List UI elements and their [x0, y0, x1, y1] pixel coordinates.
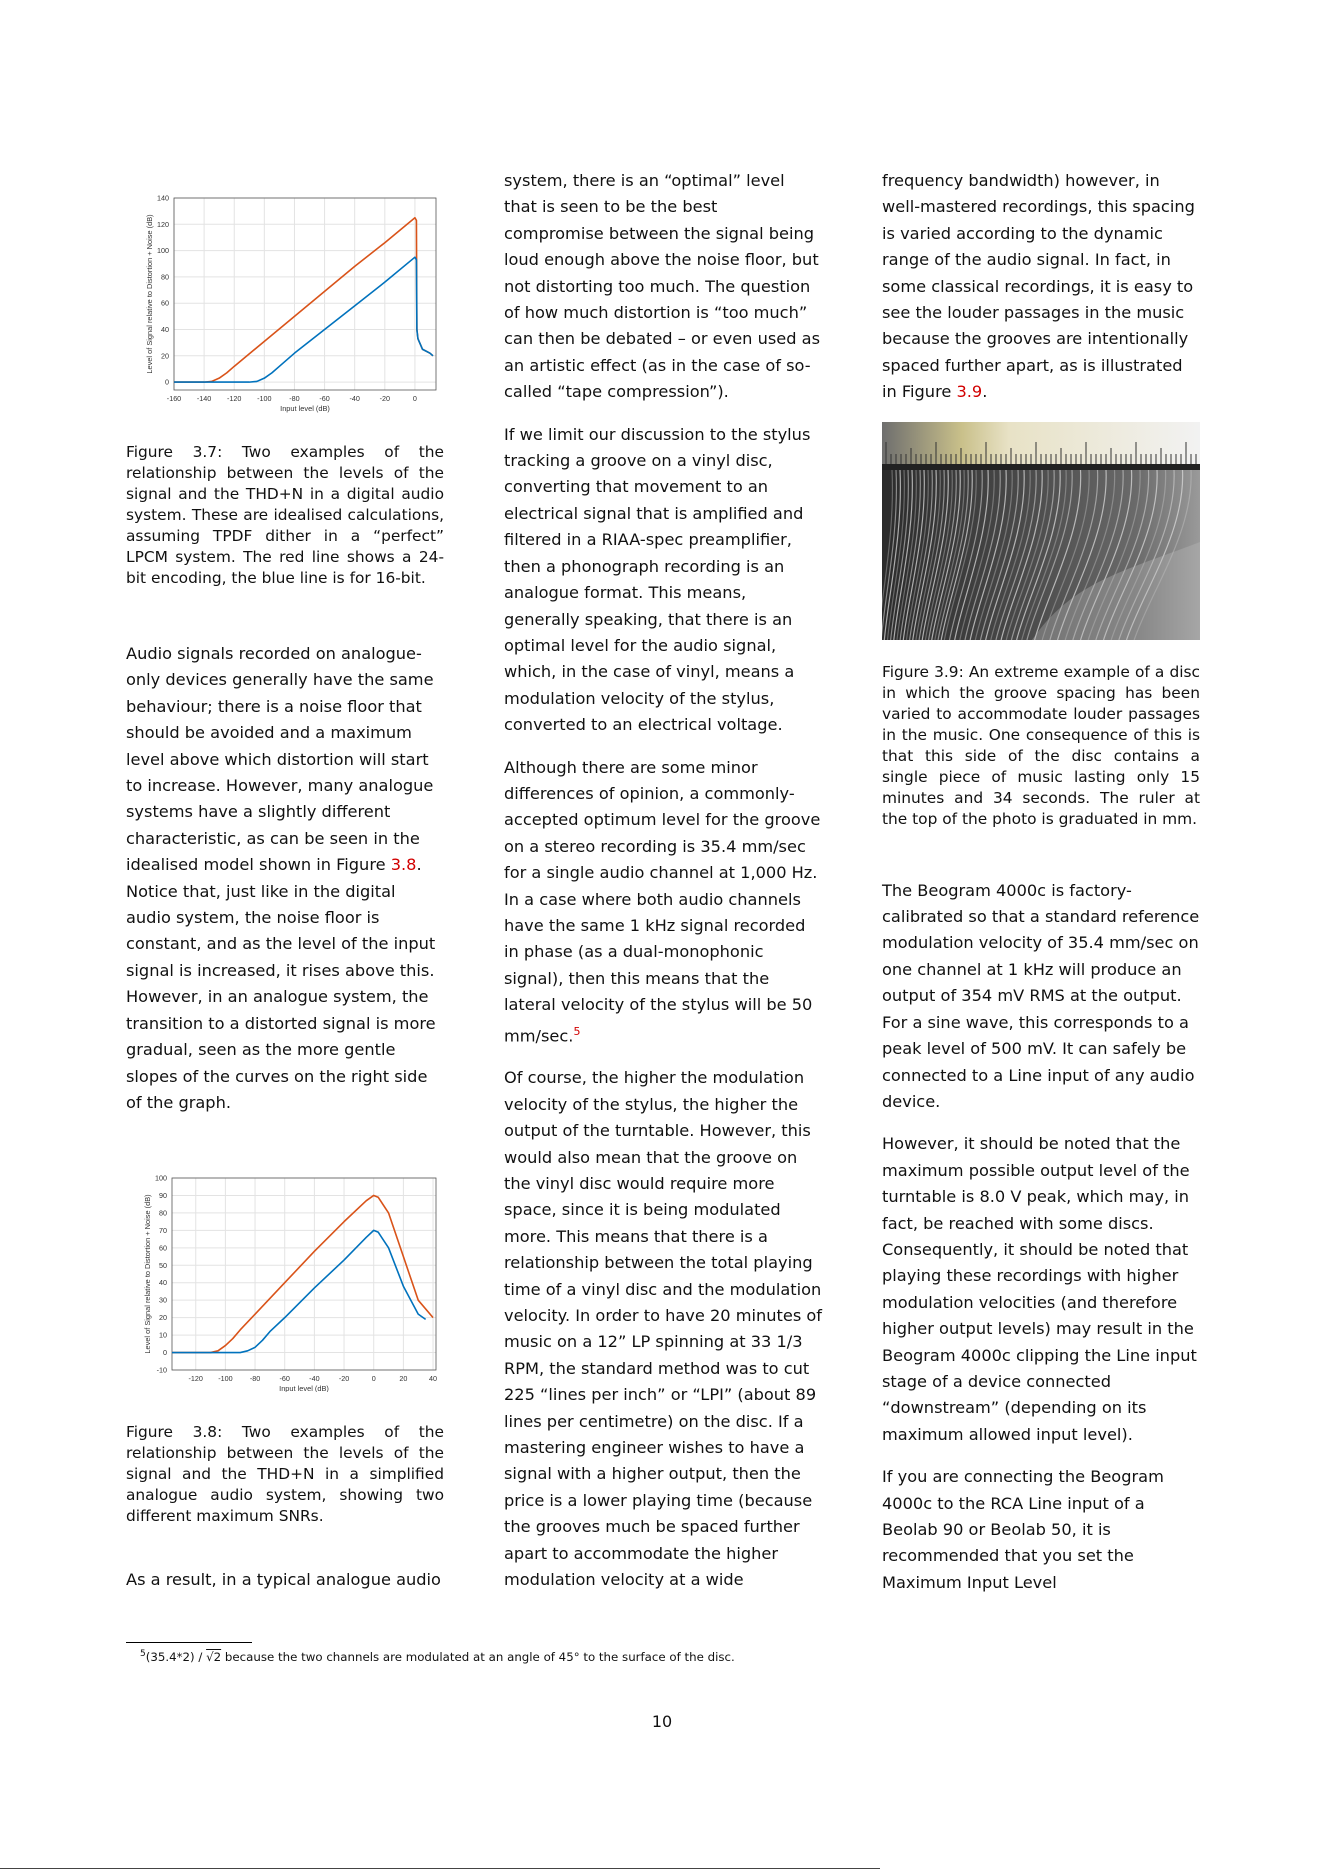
figure-3-8-link[interactable]: 3.8 — [390, 855, 417, 875]
y-tick-label: 140 — [157, 193, 169, 203]
column-2 — [504, 168, 822, 1610]
col1-paragraph-2: As a result, in a typical analogue audio — [126, 1570, 441, 1590]
x-axis-label: Input level (dB) — [279, 1384, 329, 1393]
figure-3-8-chart — [126, 1170, 444, 1392]
footnote-rule — [126, 1642, 252, 1643]
y-tick-label: 80 — [161, 272, 169, 282]
footnote-marker[interactable]: 5 — [573, 1024, 581, 1038]
x-tick-label: -100 — [218, 1374, 233, 1384]
plot-frame — [172, 1178, 436, 1370]
y-tick-label: 0 — [163, 1348, 167, 1358]
figure-3-8-caption: Figure 3.8: Two examples of the relationship between the levels of the signal and the THD+N in a simplified analogue audio system, showing two different maximum SNRs. — [126, 1423, 444, 1526]
y-tick-label: 30 — [159, 1295, 167, 1305]
x-tick-label: -40 — [349, 394, 360, 403]
y-tick-label: 100 — [155, 1173, 167, 1183]
x-tick-label: -60 — [279, 1374, 290, 1384]
page-number: 10 — [651, 1712, 673, 1731]
y-tick-label: 20 — [161, 351, 169, 361]
y-axis-label: Level of Signal relative to Distortion + Noise (dB) — [145, 214, 154, 374]
col3-paragraph-1: frequency bandwidth) however, in well-mastered recordings, this spacing is varied according to the dynamic range of the audio signal. In fact, in some classical recordings, it is easy to see the louder passages in the music because the grooves are intentionally spaced further apart, as is illustrated in Figure 3.9. — [882, 171, 1195, 402]
x-tick-label: -80 — [289, 394, 300, 403]
x-tick-label: -120 — [227, 394, 242, 403]
plot-frame — [174, 198, 436, 390]
x-tick-label: 0 — [412, 394, 417, 403]
series-line-2 — [172, 1231, 426, 1353]
y-tick-label: 90 — [159, 1191, 167, 1201]
figure-3-9-disc-photo — [882, 422, 1200, 640]
y-tick-label: 120 — [157, 219, 169, 229]
col3-paragraph-2: The Beogram 4000c is factory-calibrated so that a standard reference modulation velocity of 35.4 mm/sec on one channel at 1 kHz will produce an output of 354 mV RMS at the output. For a sine wave, this corresponds to a peak level of 500 mV. It can safely be connected to a Line input of any audio device. — [882, 880, 1200, 1111]
y-tick-label: 0 — [165, 377, 169, 387]
y-tick-label: 70 — [159, 1226, 167, 1236]
series-line-1 — [174, 218, 433, 382]
page-bottom-rule — [0, 1868, 880, 1869]
figure-3-9-caption: Figure 3.9: An extreme example of a disc in which the groove spacing has been varied to accommodate louder passages in the music. One consequence of this is that this side of the disc contains a single piece of music lasting only 15 minutes and 34 seconds. The ruler at the top of the photo is graduated in mm. — [882, 662, 1200, 828]
y-tick-label: 60 — [161, 298, 169, 308]
y-tick-label: 80 — [159, 1208, 167, 1218]
x-tick-label: -20 — [338, 1374, 350, 1384]
figure-3-7-caption: Figure 3.7: Two examples of the relationship between the levels of the signal and the THD+N in a digital audio system. These are idealised calculations, assuming TPDF dither in a “perfect” LPCM system. The red line shows a 24-bit encoding, the blue line is for 16-bit. — [126, 443, 444, 587]
x-tick-label: -40 — [309, 1374, 320, 1384]
x-tick-label: -160 — [166, 394, 182, 403]
y-tick-label: 50 — [159, 1261, 167, 1271]
x-tick-label: 0 — [371, 1374, 376, 1384]
column-3 — [882, 168, 1200, 1612]
x-tick-label: -60 — [319, 394, 330, 403]
col2-paragraph-3: Although there are some minor differences of opinion, a commonly-accepted optimum level for the groove on a stereo recording is 35.4 mm/sec for a single audio channel at 1,000 Hz. In a case where both audio channels have the same 1 kHz signal recorded in phase (as a dual-monophonic signal), then this means that the lateral velocity of the stylus will be 50 mm/sec.$^5$ — [504, 757, 821, 1045]
series-line-2 — [174, 257, 433, 382]
col2-paragraph-4: Of course, the higher the modulation velocity of the stylus, the higher the output of the turntable. However, this would also mean that the groove on the vinyl disc would require more space, since it is being modulated more. This means that there is a relationship between the total playing time of a vinyl disc and the modulation velocity. In order to have 20 minutes of music on a 12” LP spinning at 33 1/3 RPM, the standard method was to cut 225 “lines per inch” or “LPI” (about 89 lines per centimetre) on the disc. If a mastering engineer wishes to have a signal with a higher output, then the price is a lower playing time (because the grooves much be spaced further apart to accommodate the higher modulation velocity at a wide — [504, 1068, 823, 1590]
y-axis-label: Level of Signal relative to Distortion + Noise (dB) — [143, 1194, 152, 1354]
square-root-2: √2 — [206, 1649, 222, 1664]
x-axis-label: Input level (dB) — [280, 404, 330, 413]
y-tick-label: 40 — [161, 325, 169, 335]
x-tick-label: 40 — [429, 1374, 438, 1384]
col2-paragraph-1: system, there is an “optimal” level that is seen to be the best compromise between the signal being loud enough above the noise floor, but not distorting too much. The question of how much distortion is “too much” can then be debated – or even used as an artistic effect (as in the case of so-called “tape compression”). — [504, 171, 821, 402]
x-tick-label: -20 — [379, 394, 390, 403]
col3-paragraph-3: However, it should be noted that the maximum possible output level of the turntable is 8.0 V peak, which may, in fact, be reached with some discs. Consequently, it should be noted that playing these recordings with higher modulation velocities (and therefore higher output levels) may result in the Beogram 4000c clipping the Line input stage of a device connected “downstream” (depending on its maximum allowed input level). — [882, 1134, 1197, 1444]
column-1 — [126, 168, 444, 1610]
y-tick-label: 60 — [159, 1243, 167, 1253]
x-tick-label: 20 — [399, 1374, 408, 1384]
y-tick-label: 100 — [157, 246, 169, 256]
figure-3-9-link[interactable]: 3.9 — [956, 382, 983, 402]
x-tick-label: -80 — [249, 1374, 261, 1384]
y-tick-label: 10 — [159, 1330, 167, 1340]
y-tick-label: 20 — [159, 1313, 167, 1323]
col3-paragraph-4: If you are connecting the Beogram 4000c to the RCA Line input of a Beolab 90 or Beolab 50, it is recommended that you set the Maximum Input Level — [882, 1467, 1164, 1592]
footnote: $^5$(35.4*2) / √2 because the two channels are modulated at an angle of 45° to the surface of the disc. — [140, 1649, 735, 1664]
col2-paragraph-2: If we limit our discussion to the stylus tracking a groove on a vinyl disc, converting that movement to an electrical signal that is amplified and filtered in a RIAA-spec preamplifier, then a phonograph recording is an analogue format. This means, generally speaking, that there is an optimal level for the audio signal, which, in the case of vinyl, means a modulation velocity of the stylus, converted to an electrical voltage. — [504, 424, 811, 735]
x-tick-label: -140 — [196, 394, 212, 403]
figure-3-7-chart — [126, 168, 444, 418]
x-tick-label: -100 — [257, 394, 272, 403]
y-tick-label: -10 — [156, 1365, 167, 1375]
y-tick-label: 40 — [159, 1278, 167, 1288]
col1-paragraph-1: Audio signals recorded on analogue-only devices generally have the same behaviour; there is a noise floor that should be avoided and a maximum level above which distortion will start to increase. However, many analogue systems have a slightly different characteristic, as can be seen in the idealised model shown in Figure 3.8. Notice that, just like in the digital audio system, the noise floor is constant, and as the level of the input signal is increased, it rises above this. However, in an analogue system, the transition to a distorted signal is more gradual, seen as the more gentle slopes of the curves on the right side of the graph. — [126, 644, 436, 1112]
x-tick-label: -120 — [188, 1374, 203, 1384]
series-line-1 — [172, 1196, 433, 1353]
